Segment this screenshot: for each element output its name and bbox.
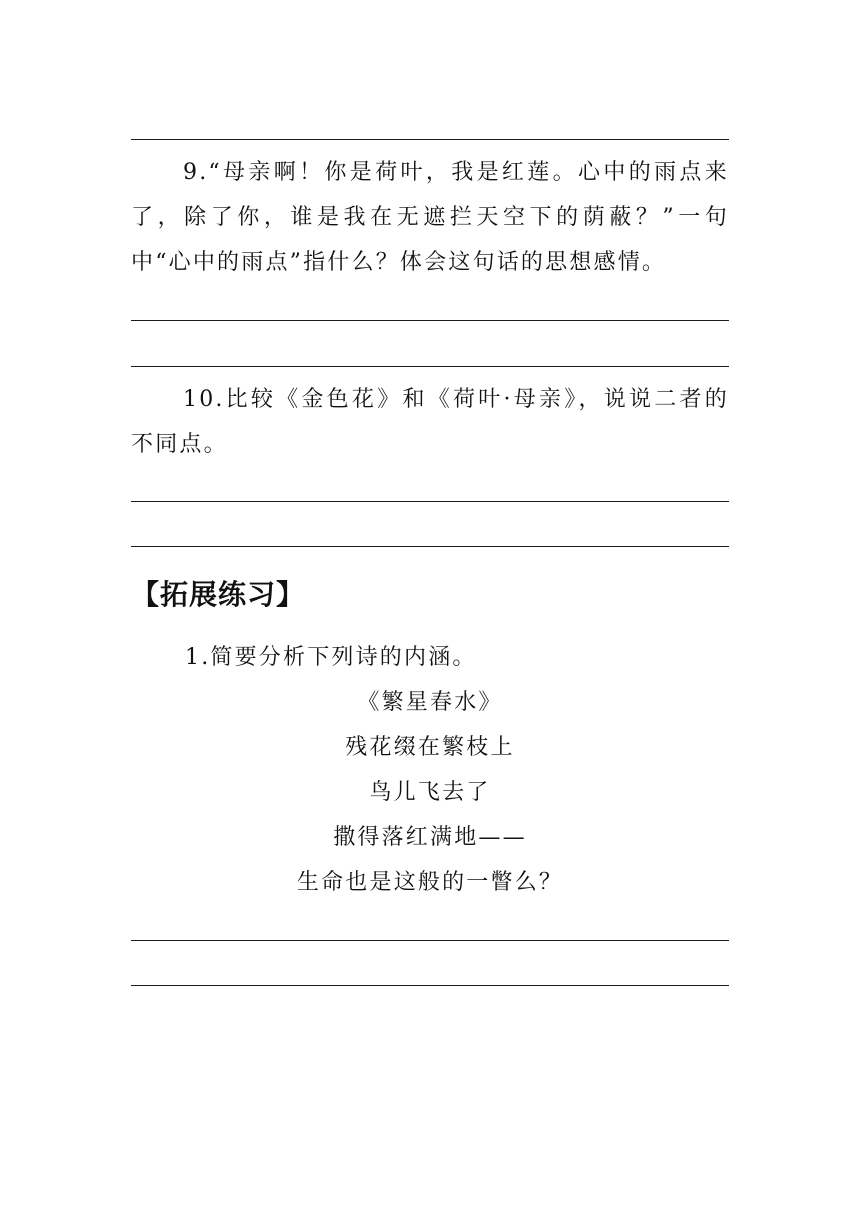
section-heading: 【拓展练习】 (131, 578, 306, 611)
answer-line (131, 546, 729, 547)
poem-title: 《繁星春水》 (357, 690, 503, 715)
poem-line: 残花缀在繁枝上 (345, 735, 515, 760)
poem (131, 680, 729, 905)
exercise-prompt: 1.简要分析下列诗的内涵。 (185, 645, 477, 670)
answer-line (131, 366, 729, 367)
question-9: 9.“母亲啊！你是荷叶，我是红莲。心中的雨点来了，除了你，谁是我在无遮拦天空下的荫蔽？”一句中“心中的雨点”指什么？体会这句话的思想感情。 (131, 160, 729, 275)
answer-line (131, 139, 729, 140)
answer-line (131, 501, 729, 502)
answer-line (131, 985, 729, 986)
poem-line: 鸟儿飞去了 (369, 780, 491, 805)
question-10: 10.比较《金色花》和《荷叶·母亲》，说说二者的不同点。 (131, 387, 729, 457)
poem-line: 撒得落红满地—— (333, 825, 527, 850)
answer-line (131, 320, 729, 321)
poem-line: 生命也是这般的一瞥么？ (296, 870, 564, 895)
answer-line (131, 940, 729, 941)
